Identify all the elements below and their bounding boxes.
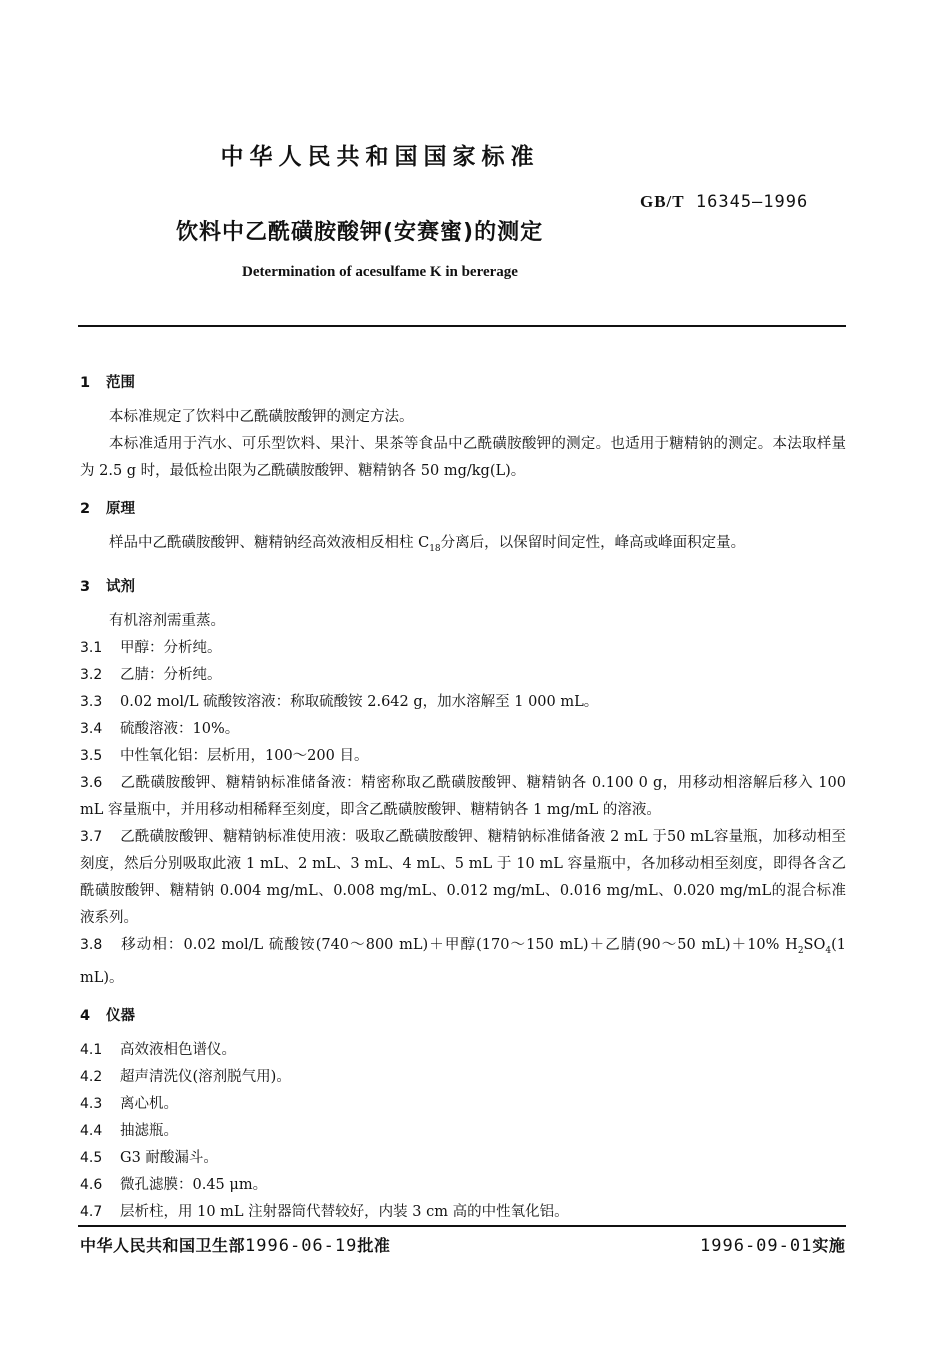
document-title-en: Determination of acesulfame K in bererage — [242, 264, 518, 280]
subscript: 18 — [429, 543, 441, 554]
effective-date: 1996-09-01 — [700, 1236, 813, 1256]
item-number: 3.1 — [80, 639, 103, 656]
item-number: 4.7 — [80, 1203, 103, 1220]
item-number: 4.5 — [80, 1149, 103, 1166]
section-title: 原理 — [106, 501, 135, 517]
list-item — [80, 824, 846, 932]
text-run: 样品中乙酰磺胺酸钾、糖精钠经高效液相反相柱 C — [109, 535, 430, 551]
list-item — [80, 932, 846, 992]
item-text: 抽滤瓶。 — [120, 1122, 178, 1139]
item-number: 4.4 — [80, 1122, 103, 1139]
list-item — [80, 1145, 846, 1172]
item-text: 0.02 mol/L 硫酸铵溶液：称取硫酸铵 2.642 g，加水溶解至 1 000 mL。 — [120, 693, 599, 710]
item-number: 3.8 — [80, 936, 103, 953]
item-text: 微孔滤膜：0.45 μm。 — [120, 1176, 268, 1193]
issuing-organization: 中华人民共和国国家标准 — [220, 144, 540, 170]
section-number: 3 — [80, 578, 91, 595]
paragraph: 本标准规定了饮料中乙酰磺胺酸钾的测定方法。 — [109, 409, 414, 425]
item-number: 3.4 — [80, 720, 103, 737]
standard-prefix: GB/T — [640, 192, 685, 211]
section-title: 试剂 — [106, 578, 135, 595]
section-heading-principle — [80, 496, 846, 523]
item-text: G3 耐酸漏斗。 — [120, 1149, 218, 1166]
list-item — [80, 743, 846, 770]
section-number: 2 — [80, 501, 91, 517]
item-number: 3.7 — [80, 828, 103, 845]
section-heading-scope — [80, 370, 846, 397]
item-number: 3.6 — [80, 774, 103, 791]
item-text: 中性氧化铝：层析用，100～200 目。 — [120, 747, 369, 764]
paragraph: 本标准适用于汽水、可乐型饮料、果汁、果茶等食品中乙酰磺胺酸钾的测定。也适用于糖精钠的测定。本法取样量为 2.5 g 时，最低检出限为乙酰磺胺酸钾、糖精钠各 50 mg/kg(L)。 — [80, 436, 846, 479]
effective-label: 实施 — [812, 1236, 846, 1255]
approval-line — [80, 1233, 390, 1256]
list-item — [80, 1118, 846, 1145]
list-item — [80, 1064, 846, 1091]
item-text: (1 mL)。 — [80, 936, 846, 986]
approve-label: 批准 — [357, 1236, 391, 1255]
subscript: 2 — [797, 945, 804, 956]
item-number: 4.2 — [80, 1068, 103, 1085]
item-text: 离心机。 — [120, 1095, 178, 1112]
list-item — [80, 1091, 846, 1118]
item-number: 3.3 — [80, 693, 103, 710]
top-divider — [78, 325, 846, 327]
item-text: 超声清洗仪(溶剂脱气用)。 — [120, 1068, 291, 1085]
approve-date: 1996-06-19 — [245, 1236, 358, 1256]
list-item — [80, 635, 846, 662]
section-title: 仪器 — [106, 1007, 135, 1024]
item-text: 层析柱，用 10 mL 注射器筒代替较好，内装 3 cm 高的中性氧化铝。 — [120, 1203, 569, 1220]
item-text: 乙酰磺胺酸钾、糖精钠标准储备液：精密称取乙酰磺胺酸钾、糖精钠各 0.100 0 g，用移动相溶解后移入 100 mL 容量瓶中，并用移动相稀释至刻度，即含乙酰磺胺酸钾、糖精钠各 1 mg/mL 的溶液。 — [80, 774, 846, 818]
item-number: 3.2 — [80, 666, 103, 683]
document-title-zh: 饮料中乙酰磺胺酸钾(安赛蜜)的测定 — [176, 220, 544, 245]
list-item — [80, 662, 846, 689]
section-heading-reagents — [80, 574, 846, 601]
item-text: 高效液相色谱仪。 — [120, 1041, 236, 1058]
list-item — [80, 689, 846, 716]
item-number: 4.3 — [80, 1095, 103, 1112]
list-item — [80, 1172, 846, 1199]
list-item — [80, 1037, 846, 1064]
standard-number — [640, 192, 808, 212]
document-body — [80, 365, 846, 1226]
paragraph — [80, 530, 846, 563]
section-heading-apparatus — [80, 1003, 846, 1030]
item-text: 移动相：0.02 mol/L 硫酸铵(740～800 mL)＋甲醇(170～150 mL)＋乙腈(90～50 mL)＋10% H — [120, 936, 798, 953]
item-text: SO — [803, 936, 826, 953]
effective-line — [700, 1233, 845, 1256]
item-number: 4.1 — [80, 1041, 103, 1058]
list-item — [80, 770, 846, 824]
item-number: 3.5 — [80, 747, 103, 764]
approver: 中华人民共和国卫生部 — [80, 1236, 246, 1255]
subscript: 4 — [825, 945, 832, 956]
list-item — [80, 1199, 846, 1226]
item-text: 甲醇：分析纯。 — [120, 639, 222, 656]
bottom-divider — [78, 1225, 846, 1227]
standard-code: 16345—1996 — [695, 192, 809, 212]
item-text: 乙腈：分析纯。 — [120, 666, 222, 683]
text-run: 分离后，以保留时间定性，峰高或峰面积定量。 — [440, 535, 746, 551]
section-number: 4 — [80, 1007, 91, 1024]
paragraph: 有机溶剂需重蒸。 — [109, 612, 225, 629]
list-item — [80, 716, 846, 743]
item-number: 4.6 — [80, 1176, 103, 1193]
section-title: 范围 — [106, 375, 135, 391]
section-number: 1 — [80, 375, 91, 391]
item-text: 乙酰磺胺酸钾、糖精钠标准使用液：吸取乙酰磺胺酸钾、糖精钠标准储备液 2 mL 于50 mL容量瓶，加移动相至刻度，然后分别吸取此液 1 mL、2 mL、3 mL、4 mL、5 mL 于 10 mL 容量瓶中，各加移动相至刻度，即得各含乙酰磺胺酸钾、糖精钠 0.004 mg/mL、0.008 mg/mL、0.012 mg/mL、0.016 mg/mL、0.020 mg/mL的混合标准液系列。 — [80, 828, 846, 926]
item-text: 硫酸溶液：10%。 — [120, 720, 240, 737]
